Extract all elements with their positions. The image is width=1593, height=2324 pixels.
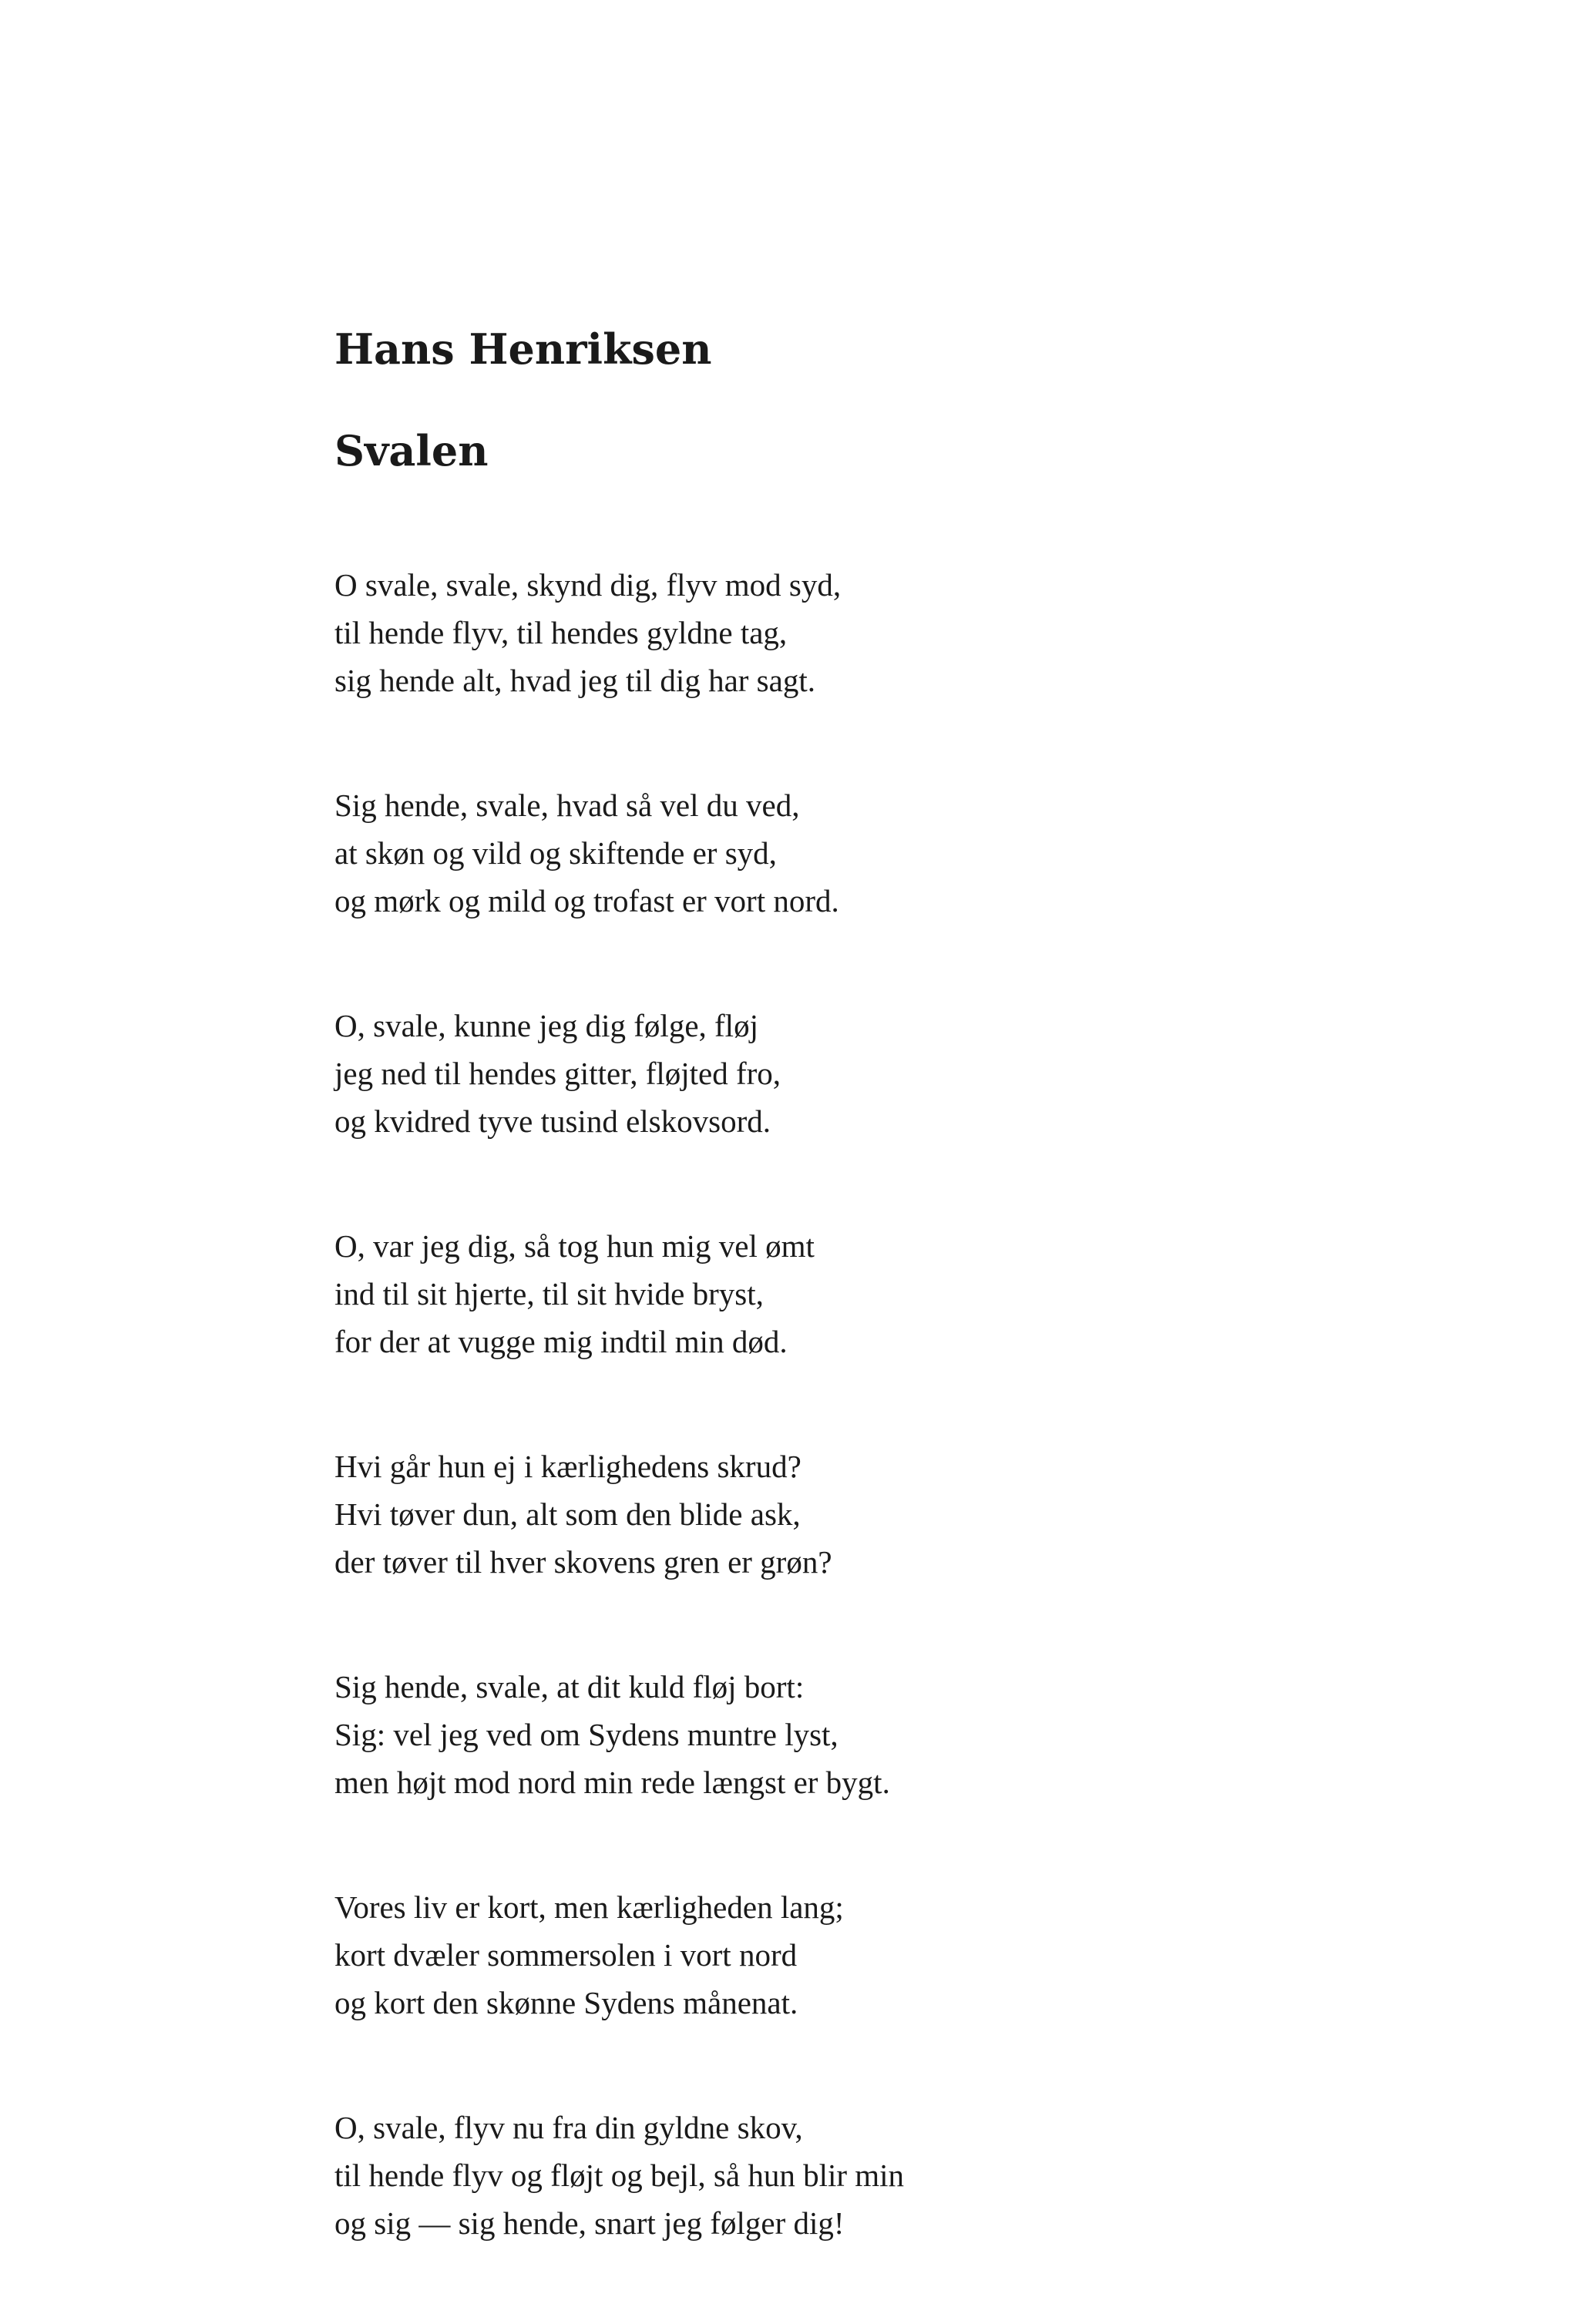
poem-line: Hvi går hun ej i kærlighedens skrud? <box>334 1449 802 1484</box>
poem-line: Sig: vel jeg ved om Sydens muntre lyst, <box>334 1717 839 1752</box>
poem-line: Sig hende, svale, at dit kuld fløj bort: <box>334 1669 805 1704</box>
stanza-4 <box>334 1222 1336 1365</box>
stanza-1 <box>334 561 1336 704</box>
poem-line: og kort den skønne Sydens månenat. <box>334 1985 798 2020</box>
poem-line: ind til sit hjerte, til sit hvide bryst, <box>334 1276 764 1311</box>
poem-line: til hende flyv, til hendes gyldne tag, <box>334 615 788 650</box>
stanza-8 <box>334 2104 1336 2247</box>
poem-line: og mørk og mild og trofast er vort nord. <box>334 883 839 919</box>
stanza-3 <box>334 1002 1336 1145</box>
poem-title: Svalen <box>334 426 489 475</box>
poem-line: og kvidred tyve tusind elskovsord. <box>334 1103 771 1139</box>
poem-line: til hende flyv og fløjt og bejl, så hun blir min <box>334 2158 905 2193</box>
poem-line: kort dvæler sommersolen i vort nord <box>334 1937 798 1973</box>
poem-line: sig hende alt, hvad jeg til dig har sagt. <box>334 663 815 698</box>
poem-line: for der at vugge mig indtil min død. <box>334 1324 788 1359</box>
poem-line: Hvi tøver dun, alt som den blide ask, <box>334 1496 801 1532</box>
poem-line: O, svale, kunne jeg dig følge, fløj <box>334 1008 758 1043</box>
poem-line: at skøn og vild og skiftende er syd, <box>334 835 777 871</box>
poem-line: Vores liv er kort, men kærligheden lang; <box>334 1889 844 1925</box>
poem-line: og sig — sig hende, snart jeg følger dig! <box>334 2205 845 2241</box>
poem-line: O, svale, flyv nu fra din gyldne skov, <box>334 2110 803 2145</box>
poem-body <box>334 561 1336 2324</box>
stanza-7 <box>334 1883 1336 2027</box>
poem-line: jeg ned til hendes gitter, fløjted fro, <box>334 1056 781 1091</box>
poem-line: men højt mod nord min rede længst er bygt. <box>334 1765 890 1800</box>
poem-line: O, var jeg dig, så tog hun mig vel ømt <box>334 1228 815 1264</box>
stanza-5 <box>334 1442 1336 1586</box>
author-heading: Hans Henriksen <box>334 324 712 374</box>
poem-line: Sig hende, svale, hvad så vel du ved, <box>334 788 800 823</box>
poem-line: der tøver til hver skovens gren er grøn? <box>334 1544 832 1580</box>
stanza-6 <box>334 1663 1336 1806</box>
poem-line: O svale, svale, skynd dig, flyv mod syd, <box>334 567 842 603</box>
stanza-2 <box>334 781 1336 925</box>
